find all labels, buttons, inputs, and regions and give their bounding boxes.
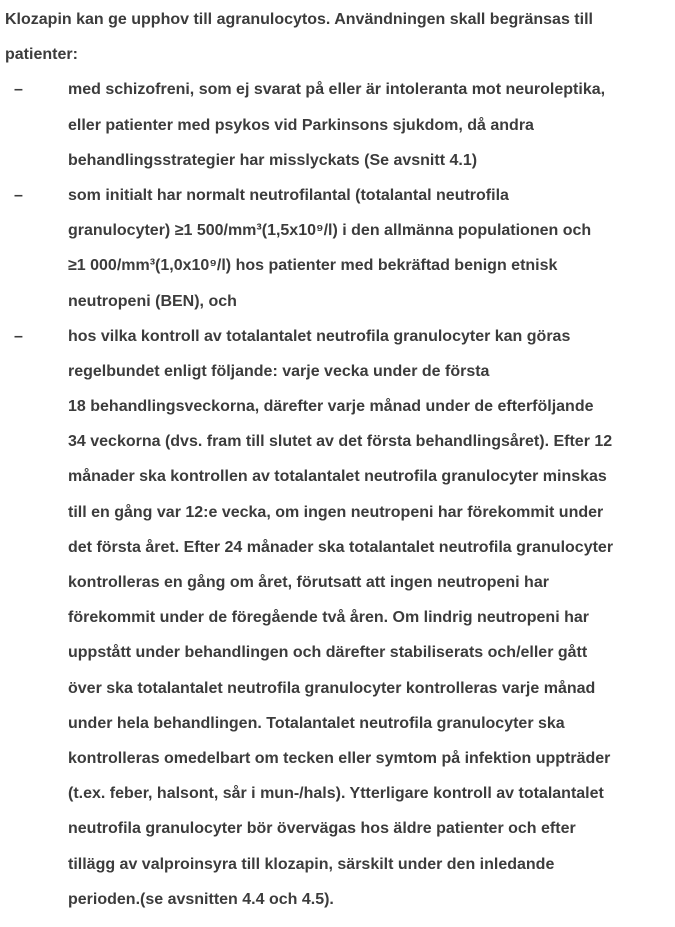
text-line: över ska totalantalet neutrofila granulocyter kontrolleras varje månad xyxy=(68,679,596,697)
text-line: kontrolleras omedelbart om tecken eller symtom på infektion uppträder xyxy=(68,749,611,767)
text-line: ≥1 000/mm³(1,0x10⁹/l) hos patienter med bekräftad benign etnisk xyxy=(68,257,558,275)
list-item xyxy=(5,72,675,178)
text-line: med schizofreni, som ej svarat på eller är intoleranta mot neuroleptika, xyxy=(68,81,606,99)
dash-marker: – xyxy=(14,327,23,345)
text-line: 34 veckorna (dvs. fram till slutet av det första behandlingsåret). Efter 12 xyxy=(68,433,613,451)
list-item xyxy=(5,319,675,917)
dash-marker: – xyxy=(14,186,23,204)
list-item-text xyxy=(68,72,675,178)
text-line: behandlingsstrategier har misslyckats (Se avsnitt 4.1) xyxy=(68,151,478,169)
text-line: förekommit under de föregående två åren. Om lindrig neutropeni har xyxy=(68,609,589,627)
dash-marker: – xyxy=(14,81,23,99)
text-line: under hela behandlingen. Totalantalet neutrofila granulocyter ska xyxy=(68,714,565,732)
text-line: uppstått under behandlingen och därefter stabiliserats och/eller gått xyxy=(68,644,588,662)
text-line: 18 behandlingsveckorna, därefter varje månad under de efterföljande xyxy=(68,398,594,416)
intro-line: patienter: xyxy=(5,46,78,64)
text-line: perioden.(se avsnitten 4.4 och 4.5). xyxy=(68,890,334,908)
text-line: till en gång var 12:e vecka, om ingen neutropeni har förekommit under xyxy=(68,503,604,521)
text-line: kontrolleras en gång om året, förutsatt att ingen neutropeni har xyxy=(68,574,549,591)
bullet-list xyxy=(5,72,675,917)
intro-paragraph xyxy=(5,2,675,72)
text-line: regelbundet enligt följande: varje vecka under de första xyxy=(68,362,490,380)
text-line: det första året. Efter 24 månader ska totalantalet neutrofila granulocyter xyxy=(68,538,614,556)
list-item xyxy=(5,178,675,319)
list-item-text xyxy=(68,319,675,917)
text-line: månader ska kontrollen av totalantalet neutrofila granulocyter minskas xyxy=(68,468,607,486)
text-line: neutrofila granulocyter bör övervägas hos äldre patienter och efter xyxy=(68,820,576,838)
list-item-text xyxy=(68,178,675,319)
text-line: eller patienter med psykos vid Parkinsons sjukdom, då andra xyxy=(68,116,534,134)
text-line: (t.ex. feber, halsont, sår i mun-/hals). Ytterligare kontroll av totalantalet xyxy=(68,785,604,803)
text-line: neutropeni (BEN), och xyxy=(68,292,237,310)
text-line: granulocyter) ≥1 500/mm³(1,5x10⁹/l) i den allmänna populationen och xyxy=(68,222,592,240)
text-line: hos vilka kontroll av totalantalet neutrofila granulocyter kan göras xyxy=(68,327,571,345)
text-line: som initialt har normalt neutrofilantal (totalantal neutrofila xyxy=(68,186,509,204)
text-line: tillägg av valproinsyra till klozapin, särskilt under den inledande xyxy=(68,855,555,873)
intro-line: Klozapin kan ge upphov till agranulocytos. Användningen skall begränsas till xyxy=(5,11,593,28)
